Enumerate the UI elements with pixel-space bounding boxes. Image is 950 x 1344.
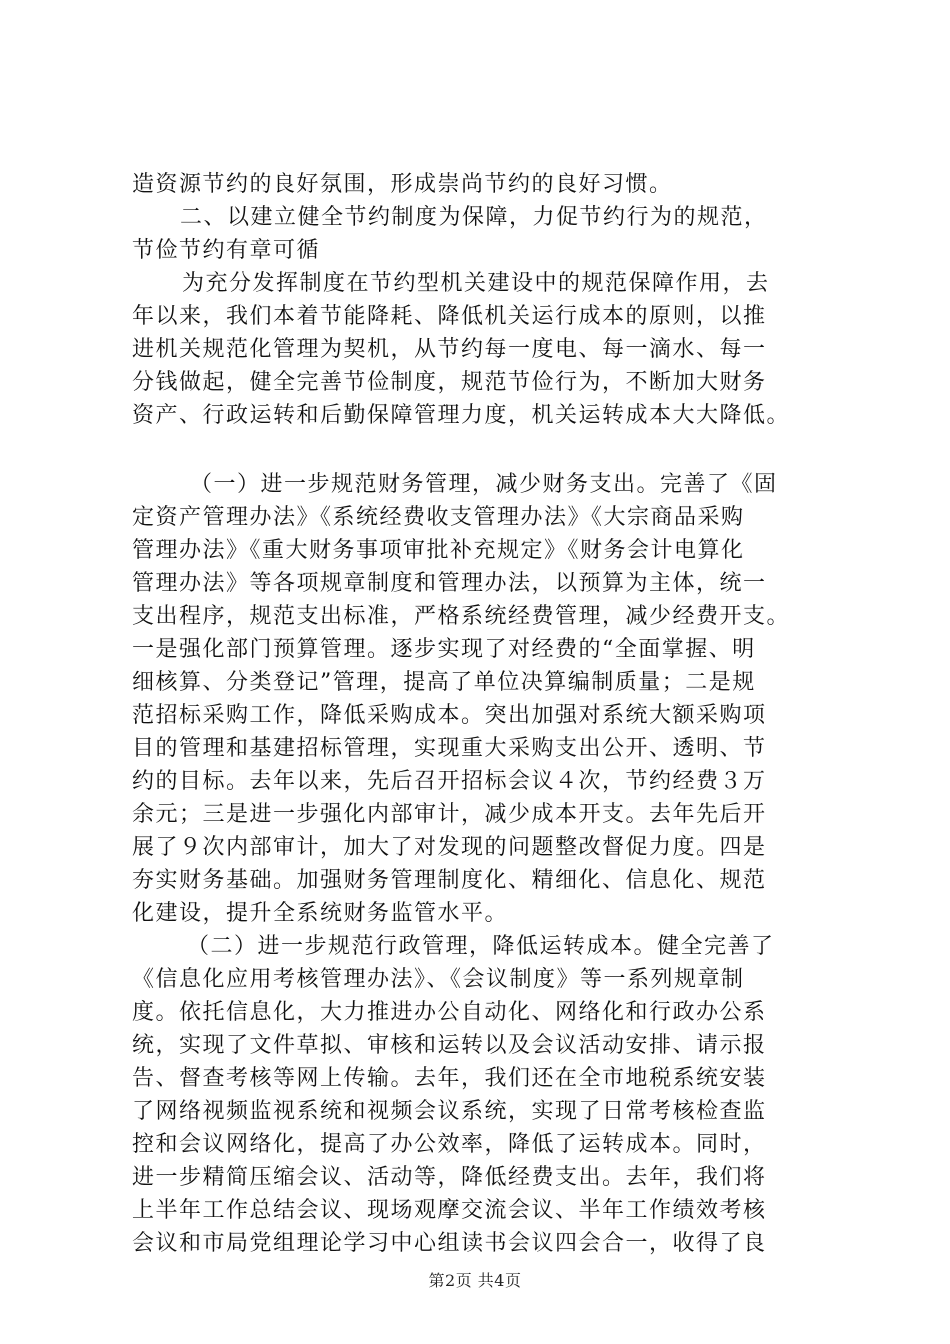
page-number-footer: 第2页 共4页: [428, 1271, 522, 1290]
text-line: 资产、行政运转和后勤保障管理力度，机关运转成本大大降低。: [132, 403, 791, 428]
subsection-line: （一）进一步规范财务管理，减少财务支出。完善了《固: [190, 472, 778, 497]
text-line: 夯实财务基础。加强财务管理制度化、精细化、信息化、规范: [132, 868, 767, 893]
text-line: 进一步精简压缩会议、活动等，降低经费支出。去年，我们将: [132, 1165, 767, 1190]
text-line: 统，实现了文件草拟、审核和运转以及会议活动安排、请示报: [132, 1033, 767, 1058]
text-line: 化建设，提升全系统财务监管水平。: [132, 901, 509, 926]
text-line: 控和会议网络化，提高了办公效率，降低了运转成本。同时，: [132, 1132, 767, 1157]
text-line: 上半年工作总结会议、现场观摩交流会议、半年工作绩效考核: [132, 1198, 767, 1223]
text-line: 《信息化应用考核管理办法》、《会议制度》等一系列规章制: [132, 967, 745, 992]
text-line: 范招标采购工作，降低采购成本。突出加强对系统大额采购项: [132, 703, 767, 728]
text-line: 为充分发挥制度在节约型机关建设中的规范保障作用，去: [182, 271, 770, 296]
text-line: 支出程序，规范支出标准，严格系统经费管理，减少经费开支。: [132, 604, 791, 629]
text-line: 展了９次内部审计，加大了对发现的问题整改督促力度。四是: [132, 835, 767, 860]
text-line: 约的目标。去年以来，先后召开招标会议４次，节约经费３万: [132, 769, 767, 794]
text-line: 分钱做起，健全完善节俭制度，规范节俭行为，不断加大财务: [132, 370, 767, 395]
text-line: 管理办法》《重大财务事项审批补充规定》《财务会计电算化: [132, 538, 745, 563]
text-line: 会议和市局党组理论学习中心组读书会议四会合一，收得了良: [132, 1231, 767, 1256]
text-line: 一是强化部门预算管理。逐步实现了对经费的“全面掌握、明: [132, 637, 756, 662]
text-line: 定资产管理办法》《系统经费收支管理办法》《大宗商品采购: [132, 505, 745, 530]
subsection-line: （二）进一步规范行政管理，降低运转成本。健全完善了: [187, 934, 775, 959]
section-heading-line: 二、以建立健全节约制度为保障，力促节约行为的规范，: [180, 205, 768, 230]
text-line: 年以来，我们本着节能降耗、降低机关运行成本的原则，以推: [132, 304, 767, 329]
text-line: 细核算、分类登记”管理，提高了单位决算编制质量；二是规: [132, 670, 756, 695]
text-line: 目的管理和基建招标管理，实现重大采购支出公开、透明、节: [132, 736, 767, 761]
section-heading-line: 节俭节约有章可循: [132, 238, 321, 263]
paragraph-gap: [132, 432, 832, 468]
text-line: 余元；三是进一步强化内部审计，减少成本开支。去年先后开: [132, 802, 767, 827]
text-line: 度。依托信息化，大力推进办公自动化、网络化和行政办公系: [132, 1000, 767, 1025]
text-line: 了网络视频监视系统和视频会议系统，实现了日常考核检查监: [132, 1099, 767, 1124]
text-line: 管理办法》等各项规章制度和管理办法，以预算为主体，统一: [132, 571, 767, 596]
text-line: 造资源节约的良好氛围，形成崇尚节约的良好习惯。: [132, 172, 673, 197]
text-line: 进机关规范化管理为契机，从节约每一度电、每一滴水、每一: [132, 337, 767, 362]
document-body: [132, 168, 832, 1260]
text-line: 告、督查考核等网上传输。去年，我们还在全市地税系统安装: [132, 1066, 767, 1091]
